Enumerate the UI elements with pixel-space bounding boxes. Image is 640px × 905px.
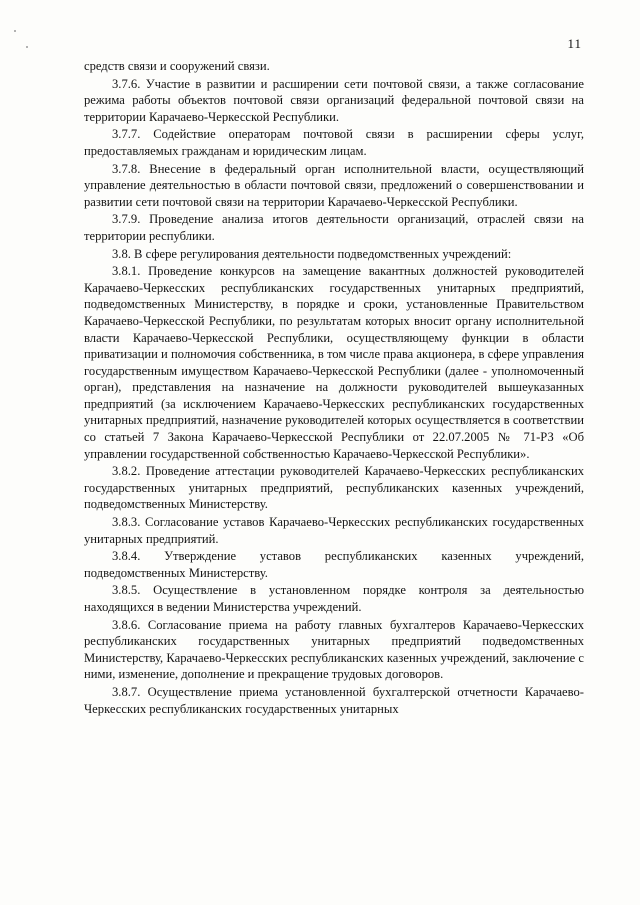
paragraph: 3.8.1. Проведение конкурсов на замещение вакантных должностей руководителей Карачаево-Черкесских республиканских государственных унитарных предприятий, подведомственных Министерству, в порядке и сроки, установленные Правительством Карачаево-Черкесской Республики, по результатам которых вносит органу исполнительной власти Карачаево-Черкесской Республики, осуществляющему функции в области приватизации и полномочия собственника, в том числе права акционера, в сфере управления государственным имуществом Карачаево-Черкесской Республики (далее - уполномоченный орган), представления на назначение на должности руководителей вышеуказанных предприятий (за исключением Карачаево-Черкесских республиканских государственных унитарных предприятий, назначение руководителей которых осуществляется в соответствии со статьей 7 Закона Карачаево-Черкесской Республики от 22.07.2005 № 71-РЗ «Об управлении государственной собственностью Карачаево-Черкесской Республики». — [84, 264, 584, 461]
paragraph: 3.8.2. Проведение аттестации руководителей Карачаево-Черкесских республиканских государственных унитарных предприятий, республиканских казенных учреждений, подведомственных Министерству. — [84, 464, 584, 512]
paragraph: 3.8.7. Осуществление приема установленной бухгалтерской отчетности Карачаево-Черкесских республиканских государственных унитарных — [84, 684, 584, 716]
page-number: 11 — [567, 36, 582, 51]
paragraph: 3.8.5. Осуществление в установленном порядке контроля за деятельностью находящихся в ведении Министерства учреждений. — [84, 583, 584, 614]
paragraph: 3.8.6. Согласование приема на работу главных бухгалтеров Карачаево-Черкесских республиканских государственных унитарных предприятий подведомственных Министерству, Карачаево-Черкесских республиканских казенных учреждений, заключение с ними, изменение, дополнение и прекращение трудовых договоров. — [84, 617, 584, 682]
paragraph: 3.7.7. Содействие операторам почтовой связи в расширении сферы услуг, предоставляемых гражданам и юридическим лицам. — [84, 127, 584, 158]
paragraph: средств связи и сооружений связи. — [84, 59, 270, 73]
scan-speck — [14, 30, 16, 32]
paragraph: 3.7.9. Проведение анализа итогов деятельности организаций, отраслей связи на территории республики. — [84, 212, 584, 243]
document-body — [84, 58, 584, 718]
paragraph: 3.7.6. Участие в развитии и расширении сети почтовой связи, а также согласование режима работы объектов почтовой связи организаций федеральной почтовой связи на территории Карачаево-Черкесской Республики. — [84, 76, 584, 124]
paragraph: 3.8.3. Согласование уставов Карачаево-Черкесских республиканских государственных унитарных предприятий. — [84, 515, 584, 546]
scan-speck — [26, 46, 28, 48]
paragraph: 3.8. В сфере регулирования деятельности подведомственных учреждений: — [112, 246, 512, 261]
paragraph: 3.7.8. Внесение в федеральный орган исполнительной власти, осуществляющий управление деятельностью в области почтовой связи, предложений о совершенствовании и развитии сети почтовой связи на территории Карачаево-Черкесской Республики. — [84, 161, 584, 209]
paragraph: 3.8.4. Утверждение уставов республиканских казенных учреждений, подведомственных Министерству. — [84, 549, 584, 580]
